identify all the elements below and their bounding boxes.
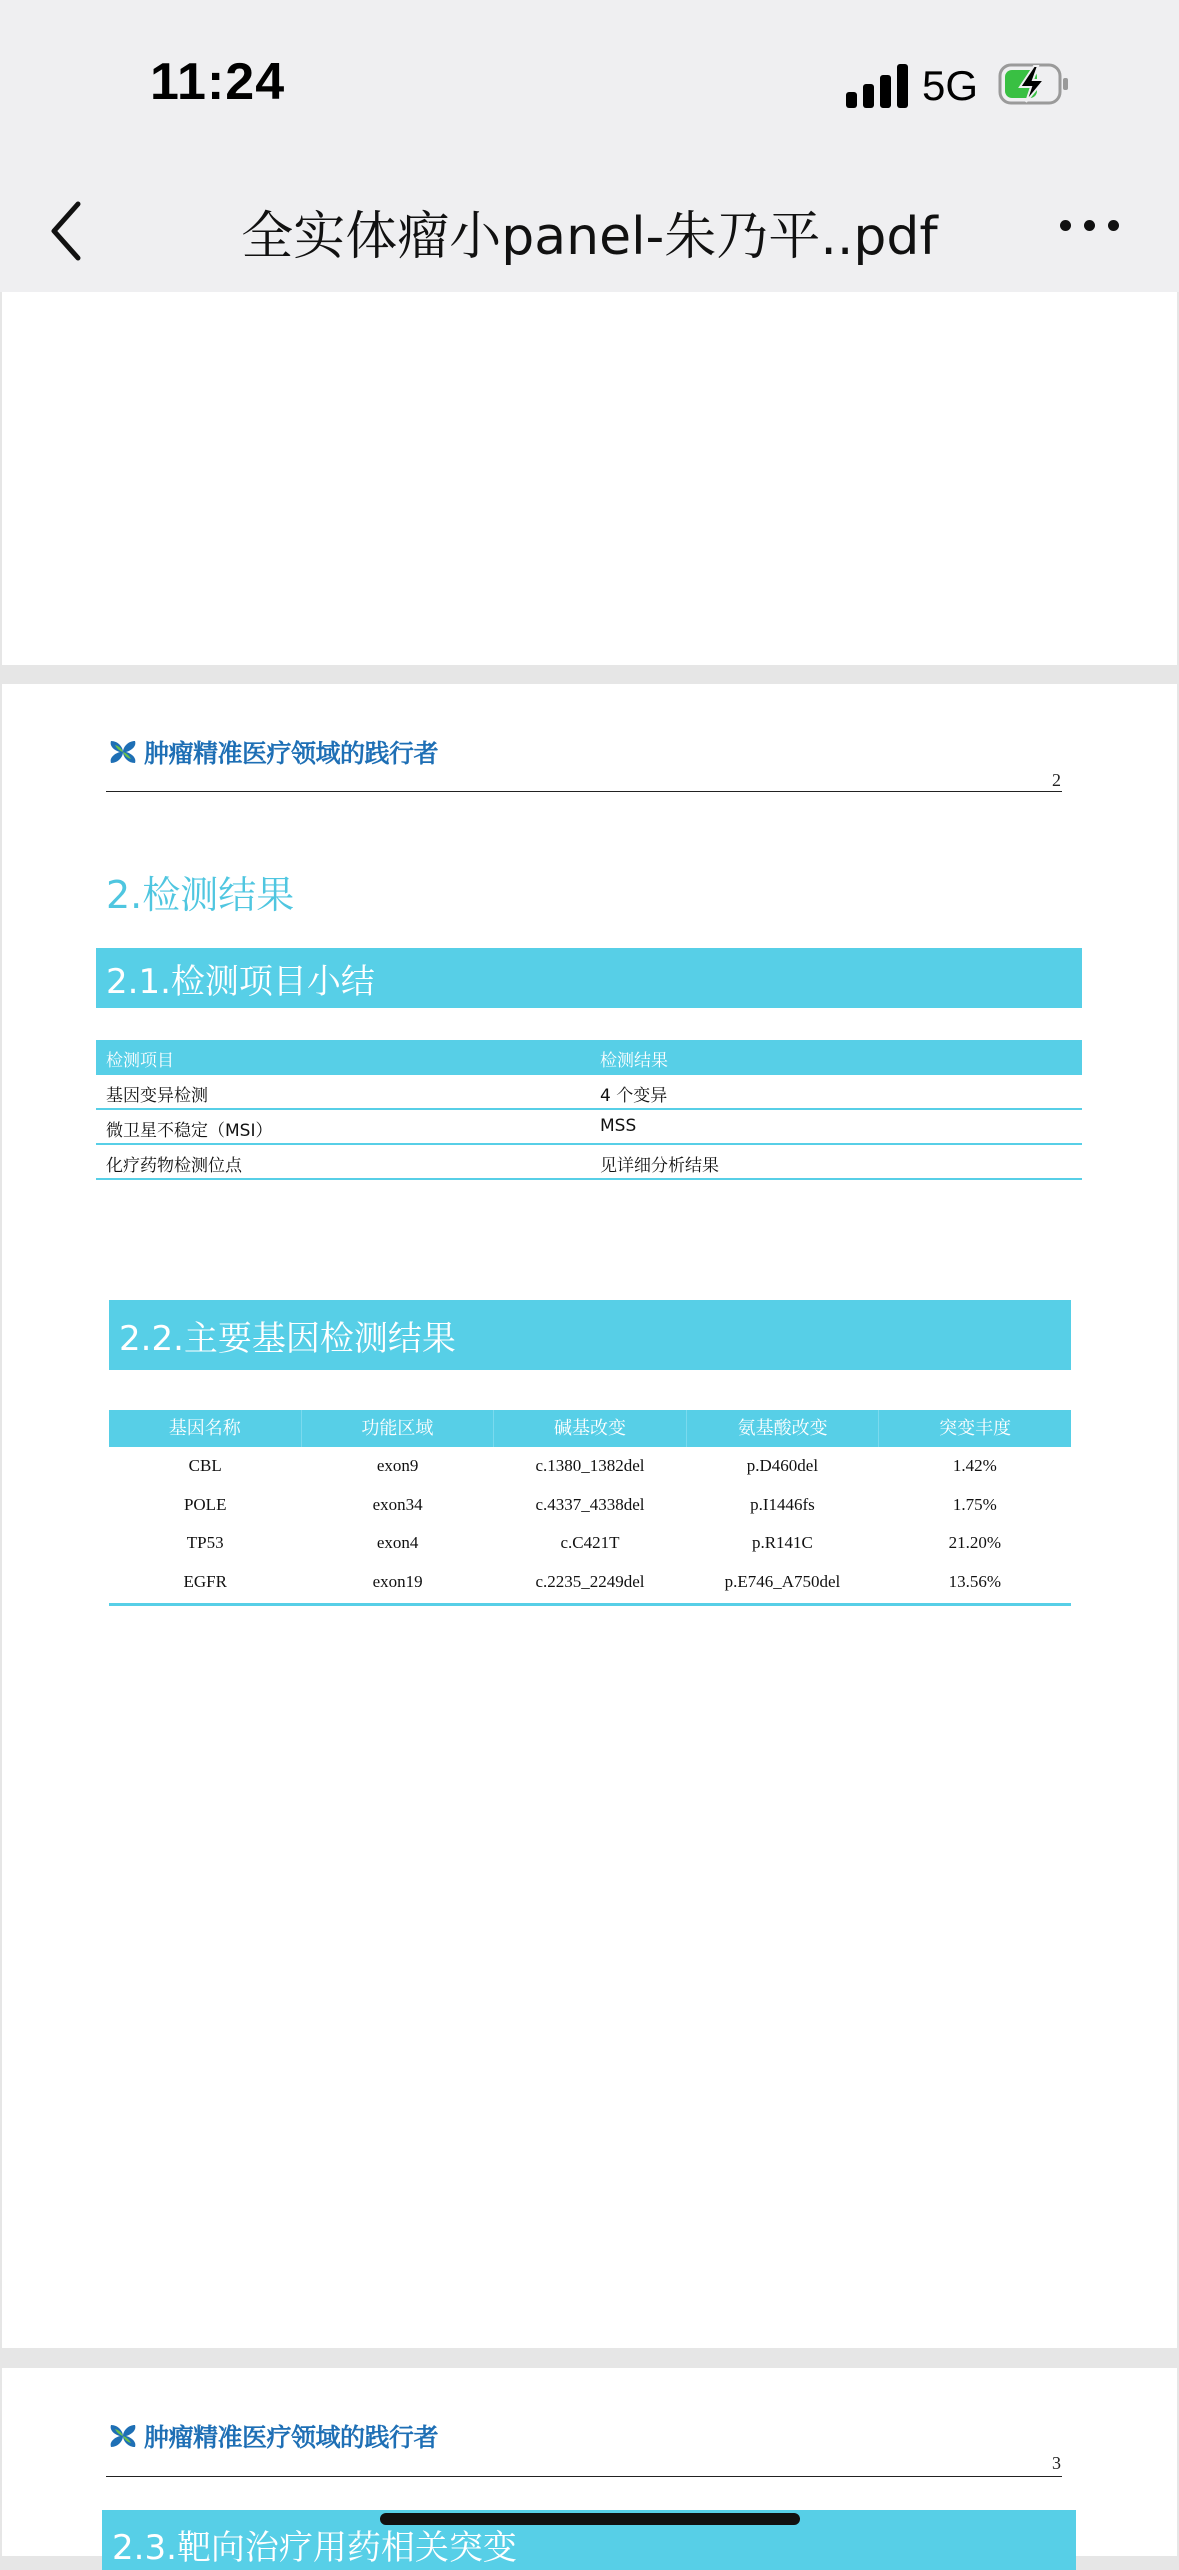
table-row xyxy=(109,1447,1071,1486)
table-cell: c.4337_4338del xyxy=(535,1494,645,1514)
table-row xyxy=(109,1563,1071,1602)
logo-mark-icon xyxy=(106,735,140,769)
header-cell: 检测结果 xyxy=(600,1051,668,1071)
gene-results-table xyxy=(109,1410,1071,1606)
table-cell: 微卫星不稳定（MSI） xyxy=(106,1121,273,1141)
cellular-signal-icon xyxy=(846,64,910,108)
back-chevron-icon[interactable] xyxy=(42,196,92,266)
table-cell: 见详细分析结果 xyxy=(600,1156,719,1176)
table-cell: EGFR xyxy=(183,1571,227,1591)
table-cell: c.1380_1382del xyxy=(535,1456,645,1475)
table-cell: 1.75% xyxy=(952,1494,997,1514)
pdf-page-2 xyxy=(2,684,1177,2348)
table-cell: exon4 xyxy=(376,1533,419,1552)
table-cell: 化疗药物检测位点 xyxy=(106,1156,242,1176)
header-cell: 突变丰度 xyxy=(939,1418,1012,1439)
table-cell: POLE xyxy=(183,1494,227,1514)
table-cell: exon9 xyxy=(376,1456,419,1475)
status-bar xyxy=(0,0,1179,170)
header-cell: 功能区域 xyxy=(302,1410,495,1447)
table-cell: CBL xyxy=(188,1456,222,1475)
targeted-therapy-heading: 2.3.靶向治疗用药相关突变 xyxy=(102,2510,1076,2570)
table-cell: MSS xyxy=(600,1116,637,1136)
header-cell: 碱基改变 xyxy=(494,1410,687,1447)
table-cell: c.2235_2249del xyxy=(535,1571,645,1591)
table-cell: exon19 xyxy=(372,1571,423,1591)
logo-text: 肿瘤精准医疗领域的践行者 xyxy=(144,739,439,768)
battery-charging-icon xyxy=(998,62,1070,106)
table-cell: p.I1446fs xyxy=(750,1494,815,1514)
table-row xyxy=(109,1524,1071,1563)
nav-bar xyxy=(0,170,1179,292)
header-rule xyxy=(106,791,1062,792)
table-cell: exon34 xyxy=(372,1494,423,1514)
table-bottom-rule xyxy=(109,1603,1071,1606)
gene-results-heading: 2.2.主要基因检测结果 xyxy=(109,1300,1071,1370)
table-row xyxy=(109,1486,1071,1525)
header-cell: 氨基酸改变 xyxy=(687,1410,880,1447)
gene-table-header xyxy=(109,1410,1071,1447)
table-cell: 13.56% xyxy=(948,1571,1002,1591)
table-cell: p.D460del xyxy=(746,1456,819,1475)
header-cell: 检测项目 xyxy=(106,1051,174,1071)
table-cell: p.R141C xyxy=(751,1533,813,1552)
table-cell: c.C421T xyxy=(560,1533,620,1552)
table-cell: TP53 xyxy=(186,1533,224,1552)
page-number: 2 xyxy=(1052,770,1061,790)
table-row xyxy=(96,1145,1082,1180)
logo-text: 肿瘤精准医疗领域的践行者 xyxy=(144,2423,439,2452)
pdf-page-1 xyxy=(2,292,1177,665)
pdf-page-3 xyxy=(2,2368,1177,2568)
logo-mark-icon xyxy=(106,2419,140,2453)
table-cell: 基因变异检测 xyxy=(106,1086,208,1106)
table-row xyxy=(96,1075,1082,1110)
page-number: 3 xyxy=(1052,2453,1061,2473)
network-type: 5G xyxy=(922,62,979,109)
table-cell: 1.42% xyxy=(952,1456,997,1475)
header-rule xyxy=(106,2476,1062,2477)
header-cell: 基因名称 xyxy=(109,1410,302,1447)
company-logo xyxy=(106,2418,438,2454)
summary-table-header xyxy=(96,1040,1082,1075)
summary-heading: 2.1.检测项目小结 xyxy=(96,948,1082,1008)
company-logo xyxy=(106,734,438,770)
document-title: 全实体瘤小panel-朱乃平..pdf xyxy=(241,207,938,267)
table-cell: 21.20% xyxy=(948,1533,1002,1552)
table-cell: 4 个变异 xyxy=(600,1086,668,1106)
table-cell: p.E746_A750del xyxy=(724,1571,841,1591)
section-title: 2.检测结果 xyxy=(106,873,295,917)
more-options-icon[interactable] xyxy=(1060,220,1130,240)
home-indicator[interactable] xyxy=(380,2513,800,2525)
status-time: 11:24 xyxy=(150,53,286,111)
table-row xyxy=(96,1110,1082,1145)
summary-table xyxy=(96,1040,1082,1180)
